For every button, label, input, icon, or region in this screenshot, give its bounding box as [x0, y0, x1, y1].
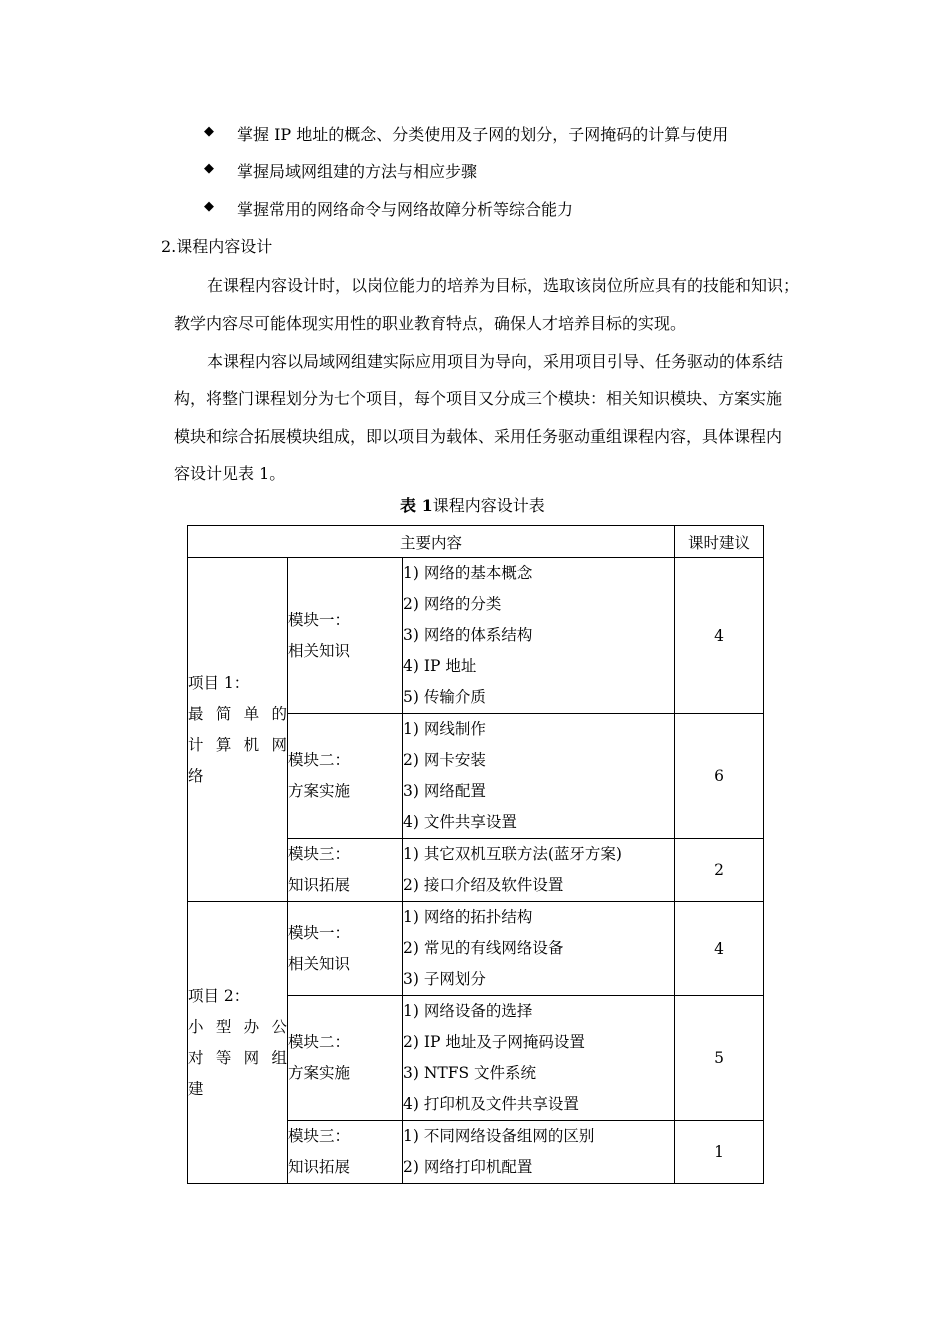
list-item: 2) 网络打印机配置 [403, 1158, 533, 1176]
list-item: 1) 网络的拓扑结构 [403, 908, 533, 926]
hours-cell: 4 [675, 558, 764, 714]
module-items [403, 839, 675, 902]
hours-cell: 6 [675, 714, 764, 839]
list-item: 2) 网络的分类 [403, 595, 502, 613]
bullet-icon: ◆ [204, 161, 214, 176]
module-cell: 模块二： 方案实施 [288, 996, 403, 1121]
project-1-title: 项目 1： 最简单的 计算机网 络 [188, 558, 288, 902]
hours-cell: 2 [675, 839, 764, 902]
hours-cell: 1 [675, 1121, 764, 1184]
module-items [403, 996, 675, 1121]
table-caption [400, 493, 545, 516]
list-item: 4) 文件共享设置 [403, 813, 517, 831]
list-item: 1) 网线制作 [403, 720, 486, 738]
table-row [188, 902, 764, 996]
list-item: 2) 网卡安装 [403, 751, 486, 769]
table-row [188, 558, 764, 714]
list-item: 4) IP 地址 [403, 657, 477, 675]
bullet-icon: ◆ [204, 199, 214, 214]
module-items [403, 902, 675, 996]
hours-cell: 4 [675, 902, 764, 996]
list-item: 2) 常见的有线网络设备 [403, 939, 564, 957]
list-item: 1) 不同网络设备组网的区别 [403, 1127, 595, 1145]
module-items [403, 558, 675, 714]
list-item: 2) 接口介绍及软件设置 [403, 876, 564, 894]
list-item: 5) 传输介质 [403, 688, 486, 706]
course-content-table [187, 525, 764, 1184]
list-item: 3) 网络配置 [403, 782, 486, 800]
module-cell: 模块一： 相关知识 [288, 902, 403, 996]
list-item: 3) NTFS 文件系统 [403, 1064, 537, 1082]
module-items [403, 714, 675, 839]
module-cell: 模块三： 知识拓展 [288, 839, 403, 902]
list-item: 3) 网络的体系结构 [403, 626, 533, 644]
paragraph-line: 容设计见表 1。 [174, 464, 286, 483]
paragraph-line: 在课程内容设计时，以岗位能力的培养为目标，选取该岗位所应具有的技能和知识； [207, 276, 800, 295]
header-main-content: 主要内容 [188, 526, 675, 558]
bullet-text: 掌握常用的网络命令与网络故障分析等综合能力 [237, 200, 574, 219]
project-2-title: 项目 2： 小型办公 对等网组 建 [188, 902, 288, 1184]
table-caption-text: 课程内容设计表 [432, 496, 545, 515]
list-item: 2) IP 地址及子网掩码设置 [403, 1033, 585, 1051]
module-cell: 模块三： 知识拓展 [288, 1121, 403, 1184]
table-caption-number: 表 1 [400, 496, 433, 515]
list-item: 1) 其它双机互联方法(蓝牙方案) [403, 845, 622, 863]
hours-cell: 5 [675, 996, 764, 1121]
list-item: 1) 网络设备的选择 [403, 1002, 533, 1020]
module-cell: 模块二： 方案实施 [288, 714, 403, 839]
paragraph-line: 构，将整门课程划分为七个项目，每个项目又分成三个模块：相关知识模块、方案实施 [174, 389, 783, 408]
paragraph-line: 教学内容尽可能体现实用性的职业教育特点，确保人才培养目标的实现。 [174, 314, 687, 333]
list-item: 1) 网络的基本概念 [403, 564, 533, 582]
module-items [403, 1121, 675, 1184]
section-heading: 2.课程内容设计 [161, 237, 273, 256]
bullet-text: 掌握 IP 地址的概念、分类使用及子网的划分，子网掩码的计算与使用 [237, 125, 729, 144]
paragraph-line: 模块和综合拓展模块组成，即以项目为载体、采用任务驱动重组课程内容，具体课程内 [174, 427, 783, 446]
bullet-icon: ◆ [204, 124, 214, 139]
paragraph-line: 本课程内容以局域网组建实际应用项目为导向，采用项目引导、任务驱动的体系结 [207, 352, 784, 371]
module-cell: 模块一： 相关知识 [288, 558, 403, 714]
bullet-text: 掌握局域网组建的方法与相应步骤 [237, 162, 478, 181]
header-hours: 课时建议 [675, 526, 764, 558]
list-item: 3) 子网划分 [403, 970, 486, 988]
list-item: 4) 打印机及文件共享设置 [403, 1095, 579, 1113]
